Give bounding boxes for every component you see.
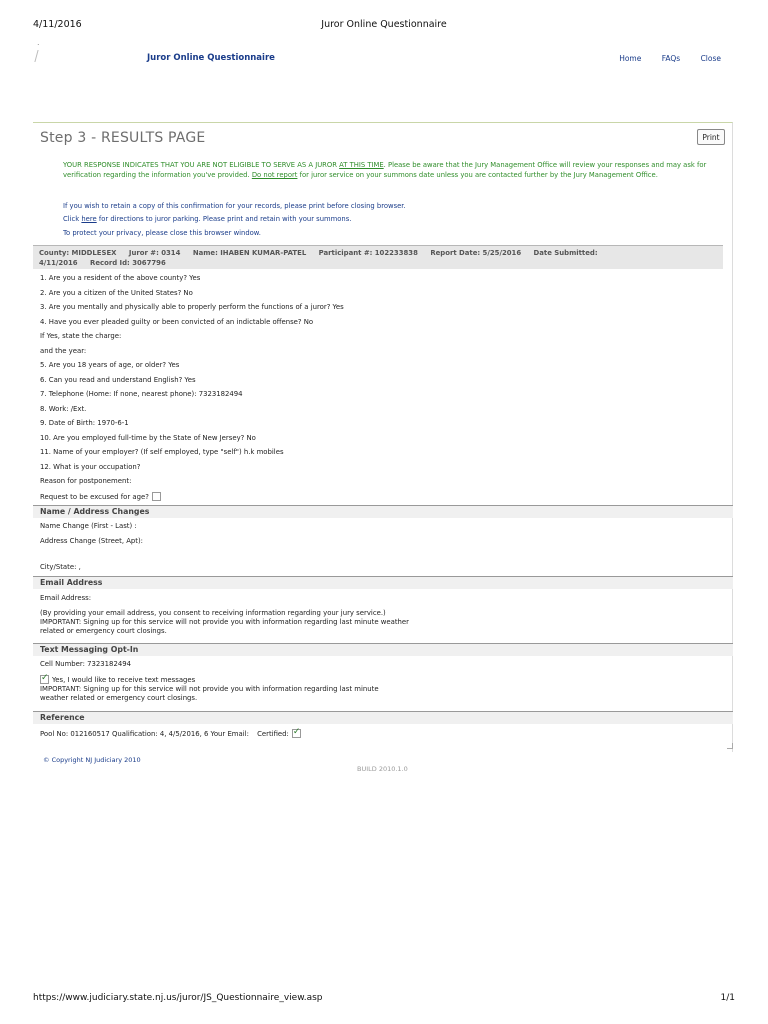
- print-url: https://www.judiciary.state.nj.us/juror/JS_Questionnaire_view.asp: [33, 993, 323, 1003]
- address-change: Address Change (Street, Apt):: [40, 537, 144, 545]
- cell-number: Cell Number: 7323182494: [40, 660, 131, 668]
- question-row: [40, 274, 200, 282]
- print-footer: [33, 993, 735, 1007]
- certified-checkbox[interactable]: [292, 729, 301, 738]
- text-important-2: weather related or emergency court closings.: [40, 694, 198, 702]
- question-row: [40, 347, 86, 355]
- juror-summary: [33, 245, 723, 269]
- reference-header: Reference: [33, 711, 733, 724]
- print-page-number: 1/1: [720, 993, 735, 1003]
- results-panel: [33, 122, 733, 752]
- nav-close-link[interactable]: Close: [700, 54, 721, 63]
- question-row: [40, 448, 284, 456]
- question-text: 11. Name of your employer? (If self employed, type "self") h.k mobiles: [40, 448, 284, 456]
- print-button[interactable]: Print: [697, 129, 725, 145]
- build-number: BUILD 2010.1.0: [357, 765, 408, 773]
- summary-report-date: Report Date: 5/25/2016: [430, 249, 522, 257]
- text-opt-in-checkbox[interactable]: [40, 675, 49, 684]
- question-row: [40, 390, 243, 398]
- question-text: 5. Are you 18 years of age, or older? Yes: [40, 361, 180, 369]
- question-text: Reason for postponement:: [40, 477, 132, 485]
- question-text: Request to be excused for age?: [40, 492, 149, 501]
- page-title: Step 3 - RESULTS PAGE: [40, 130, 206, 146]
- copyright: © Copyright NJ Judiciary 2010: [43, 756, 141, 764]
- print-date: 4/11/2016: [33, 19, 82, 30]
- question-text: and the year:: [40, 346, 87, 355]
- question-text: 3. Are you mentally and physically able to properly perform the functions of a juror? Yes: [40, 303, 344, 311]
- question-row: [40, 434, 256, 442]
- name-address-header: Name / Address Changes: [33, 505, 733, 518]
- question-row: [40, 376, 196, 384]
- question-text: 9. Date of Birth: 1970-6-1: [40, 419, 129, 427]
- notice-part3: for juror service on your summons date unless you are contacted further by the Jury Management Office.: [299, 171, 658, 179]
- info-click: Click: [63, 215, 80, 223]
- summary-record-id: Record Id: 3067796: [90, 259, 166, 267]
- question-row: [40, 332, 121, 340]
- question-text: 10. Are you employed full-time by the State of New Jersey? No: [40, 433, 256, 442]
- info-parking-rest: for directions to juror parking. Please print and retain with your summons.: [98, 215, 352, 223]
- question-row: [40, 289, 193, 297]
- notice-at-this-time: AT THIS TIME: [339, 161, 384, 169]
- email-header: Email Address: [33, 576, 733, 589]
- name-change: Name Change (First - Last) :: [40, 522, 137, 530]
- nav-home-link[interactable]: Home: [619, 54, 642, 63]
- resize-handle-icon: [727, 743, 733, 749]
- eligibility-notice: [63, 160, 711, 180]
- question-row: [40, 477, 131, 485]
- reference-line: Pool No: 012160517 Qualification: 4, 4/5/2016, 6 Your Email:: [40, 730, 249, 738]
- reference-row: [40, 729, 301, 738]
- question-row: [40, 303, 344, 311]
- question-row: [40, 492, 161, 501]
- email-important-2: related or emergency court closings.: [40, 627, 167, 635]
- text-important-1: IMPORTANT: Signing up for this service will not provide you with information regarding last minute: [40, 685, 379, 693]
- email-label: Email Address:: [40, 594, 92, 602]
- print-title: Juror Online Questionnaire: [321, 19, 447, 30]
- text-opt-in-row: [40, 675, 195, 684]
- top-nav: [601, 54, 721, 63]
- summary-county: County: MIDDLESEX: [39, 249, 117, 257]
- question-row: [40, 361, 179, 369]
- notice-part2: . Please be aware that the Jury Management Office will review your responses and may ask for verification regarding the information you've provided.: [63, 161, 707, 179]
- notice-part1: YOUR RESPONSE INDICATES THAT YOU ARE NOT ELIGIBLE TO SERVE AS A JUROR: [63, 161, 337, 169]
- email-important-1: IMPORTANT: Signing up for this service will not provide you with information regarding last minute weather: [40, 618, 409, 626]
- app-header: [33, 52, 735, 68]
- summary-name: Name: IHABEN KUMAR-PATEL: [192, 249, 307, 257]
- text-opt-in-label: Yes, I would like to receive text messages: [52, 676, 196, 684]
- info-parking: [63, 214, 703, 224]
- question-text: If Yes, state the charge:: [40, 332, 122, 340]
- summary-juror: Juror #: 0314: [128, 249, 181, 257]
- city-state: City/State: ,: [40, 563, 81, 571]
- decorative-dot: .: [37, 38, 40, 47]
- parking-here-link[interactable]: here: [81, 215, 97, 223]
- notice-do-not-report: Do not report: [251, 171, 298, 179]
- question-text: 6. Can you read and understand English? Yes: [40, 375, 196, 384]
- question-row: [40, 419, 129, 427]
- question-text: 7. Telephone (Home: If none, nearest phone): 7323182494: [40, 390, 243, 398]
- summary-date-submitted: Date Submitted:: [533, 249, 598, 257]
- summary-participant: Participant #: 102233838: [318, 249, 418, 257]
- question-row: [40, 463, 140, 471]
- nav-faqs-link[interactable]: FAQs: [661, 54, 681, 63]
- certified-label: Certified:: [257, 730, 289, 738]
- question-text: 2. Are you a citizen of the United States? No: [40, 288, 193, 297]
- question-text: 4. Have you ever pleaded guilty or been convicted of an indictable offense? No: [40, 317, 314, 326]
- question-text: 8. Work: /Ext.: [40, 404, 87, 413]
- question-text: 1. Are you a resident of the above county? Yes: [40, 274, 201, 282]
- print-header: [33, 19, 735, 33]
- summary-submitted-value: 4/11/2016: [39, 259, 78, 267]
- info-retain-copy: If you wish to retain a copy of this confirmation for your records, please print before closing browser.: [63, 202, 406, 210]
- info-privacy: To protect your privacy, please close this browser window.: [63, 229, 261, 237]
- email-consent: (By providing your email address, you consent to receiving information regarding your jury service.): [40, 609, 386, 617]
- text-msg-header: Text Messaging Opt-In: [33, 643, 733, 656]
- question-row: [40, 405, 86, 413]
- question-text: 12. What is your occupation?: [40, 462, 141, 471]
- app-title: Juror Online Questionnaire: [147, 53, 275, 63]
- question-row: [40, 318, 313, 326]
- excuse-age-checkbox[interactable]: [152, 492, 161, 501]
